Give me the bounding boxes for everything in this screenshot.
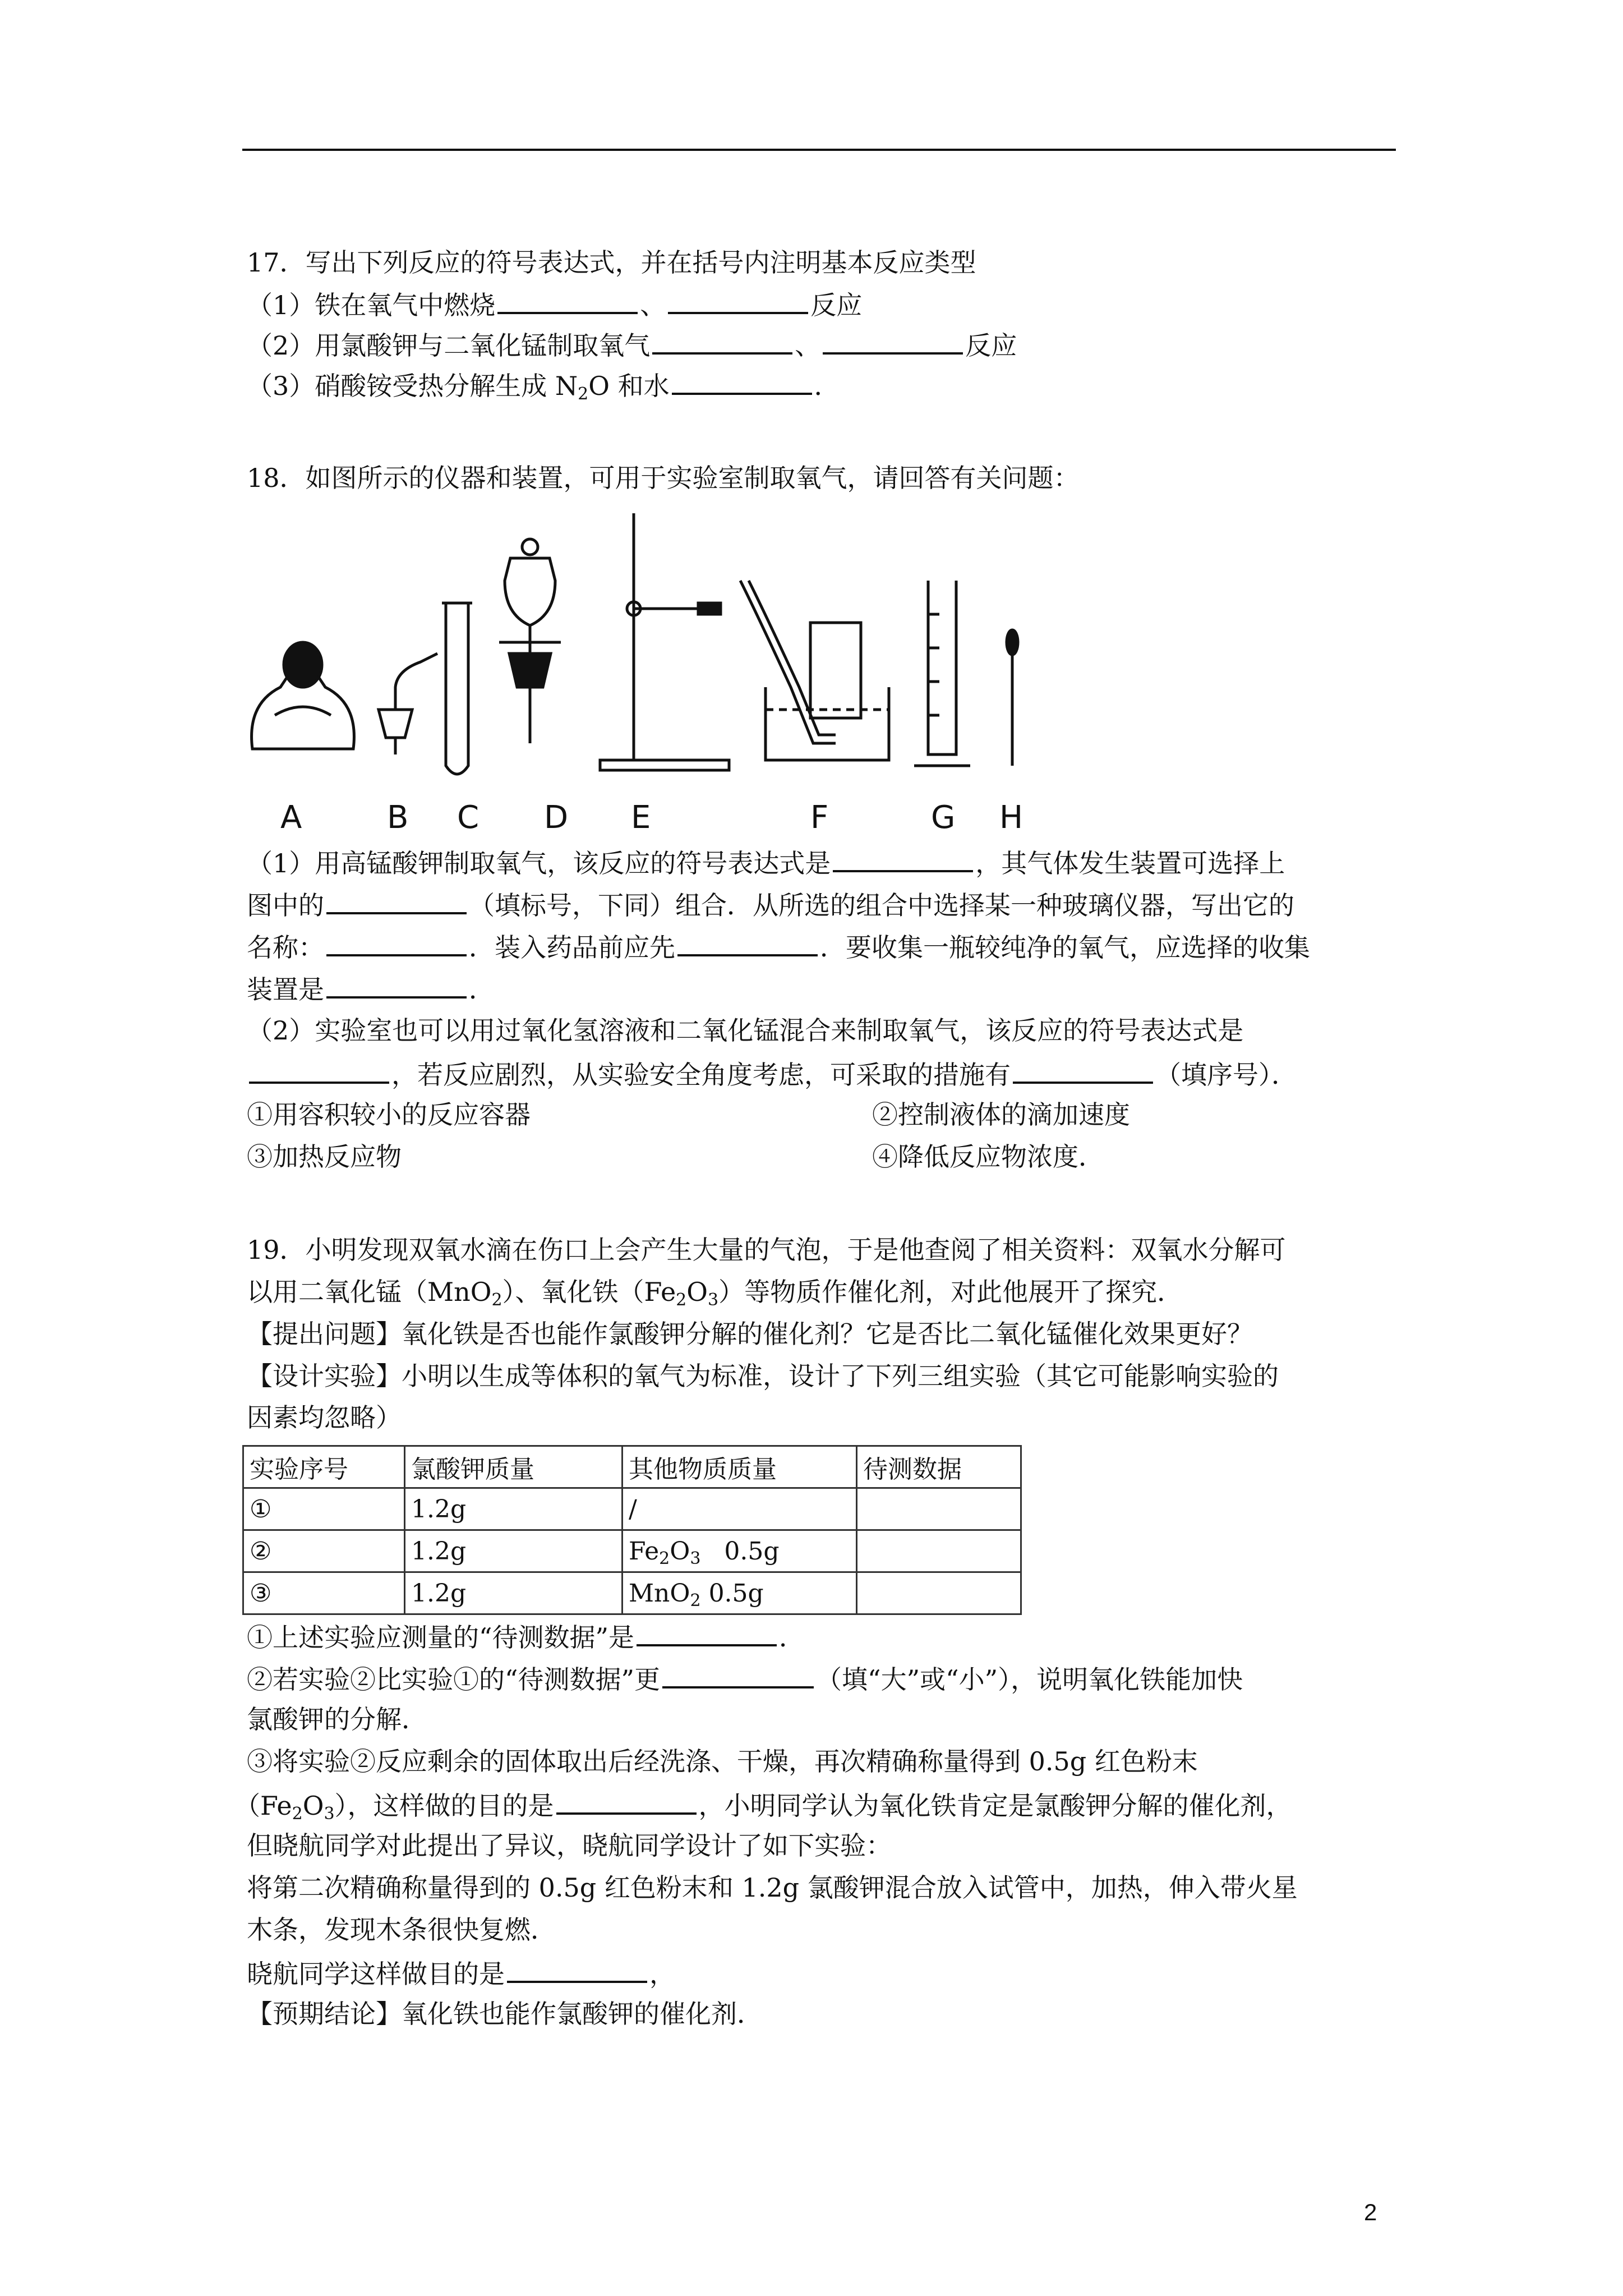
rubber-stopper-tube-icon — [379, 654, 437, 754]
figure-label: C — [457, 799, 479, 836]
q18-p1-line2: 图中的 （填标号，下同）组合．从所选的组合中选择某一种玻璃仪器，写出它的 — [247, 886, 1294, 922]
figure-label: H — [999, 799, 1023, 836]
q19-conclusion: 【预期结论】氧化铁也能作氯酸钾的催化剂． — [247, 1999, 763, 2029]
lab-apparatus-figure — [241, 502, 1038, 794]
q17-line3: （3）硝酸铵受热分解生成 $N_2O$ 和水 ． — [247, 367, 840, 403]
answer-blank[interactable] — [556, 1787, 697, 1815]
answer-blank[interactable] — [677, 928, 818, 956]
q19-a3: ③将实验②反应剩余的固体取出后经洗涤、干燥，再次精确称量得到 0.5g 红色粉末 — [247, 1746, 1198, 1777]
figure-label: B — [387, 799, 409, 836]
dropper-icon — [1007, 630, 1018, 766]
answer-blank[interactable] — [652, 326, 792, 355]
q19-design-2: 因素均忽略） — [247, 1402, 402, 1433]
answer-blank[interactable] — [662, 1660, 814, 1688]
q19-a3-cont: $(Fe_2O_3)$，这样做的目的是 ，小明同学认为氧化铁肯定是氯酸钾分解的催化剂， — [234, 1787, 1292, 1823]
q19-line2: 以用二氧化锰（MnO$_2$）、氧化铁$(Fe_2O_3)$等物质作催化剂，对此他展开了探究． — [247, 1277, 1183, 1310]
answer-blank[interactable] — [637, 1618, 777, 1646]
answer-blank[interactable] — [1013, 1056, 1153, 1084]
q19-a5: 将第二次精确称量得到的 0.5g 红色粉末和 1.2g 氯酸钾混合放入试管中，加热，伸入带火星 — [247, 1872, 1298, 1903]
q18-p1-line3: 名称： ．装入药品前应先 ．要收集一瓶较纯净的氧气，应选择的收集 — [247, 928, 1310, 964]
q19-a4: 但晓航同学对此提出了异议，晓航同学设计了如下实验： — [247, 1830, 892, 1861]
q18-p1-line1: （1）用高锰酸钾制取氧气，该反应的符号表达式是 ，其气体发生装置可选择上 — [247, 844, 1285, 880]
answer-blank[interactable] — [326, 970, 467, 999]
answer-blank[interactable] — [507, 1955, 647, 1983]
q18-p2-line1: （2）实验室也可以用过氧化氢溶液和二氧化锰混合来制取氧气，该反应的符号表达式是 — [247, 1015, 1244, 1046]
figure-label: D — [544, 799, 569, 836]
table-cell[interactable] — [857, 1530, 1021, 1572]
graduated-cylinder-icon — [914, 581, 970, 766]
q19-question: 【提出问题】氧化铁是否也能作氯酸钾分解的催化剂？它是否比二氧化锰催化效果更好？ — [247, 1319, 1253, 1349]
option-2: ②控制液体的滴加速度 — [872, 1099, 1130, 1130]
table-cell: MnO$_2$ 0.5g — [623, 1572, 857, 1614]
table-cell: ① — [243, 1488, 405, 1530]
figure-label: E — [631, 799, 651, 836]
table-row — [243, 1572, 1021, 1614]
answer-blank[interactable] — [249, 1056, 389, 1084]
table-cell[interactable] — [857, 1488, 1021, 1530]
answer-blank[interactable] — [326, 886, 467, 914]
q19-a1: ①上述实验应测量的“待测数据”是 ． — [247, 1618, 805, 1654]
table-header-row — [243, 1446, 1021, 1488]
q19-a6: 木条，发现木条很快复燃． — [247, 1915, 556, 1945]
figure-label: G — [931, 799, 956, 836]
table-cell: / — [623, 1488, 857, 1530]
water-trough-collection-icon — [740, 581, 889, 760]
table-cell: $Fe_2O_3$ 0.5g — [623, 1530, 857, 1572]
q18-title: 18．如图所示的仪器和装置，可用于实验室制取氧气，请回答有关问题： — [247, 463, 1080, 493]
q17-line1: （1）铁在氧气中燃烧 、 反应 — [247, 286, 862, 322]
q17-line2: （2）用氯酸钾与二氧化锰制取氧气 、 反应 — [247, 326, 1017, 362]
answer-blank[interactable] — [668, 286, 808, 314]
q19-line1: 19．小明发现双氧水滴在伤口上会产生大量的气泡，于是他查阅了相关资料：双氧水分解可 — [247, 1235, 1286, 1265]
table-header: 实验序号 — [243, 1446, 405, 1488]
q18-p2-line2: ，若反应剧烈，从实验安全角度考虑，可采取的措施有 （填序号）． — [247, 1056, 1297, 1092]
option-3: ③加热反应物 — [247, 1142, 402, 1172]
iron-stand-icon — [600, 513, 729, 770]
table-cell: 1.2g — [405, 1530, 623, 1572]
figure-label: F — [810, 799, 829, 836]
table-row — [243, 1530, 1021, 1572]
q19-a7: 晓航同学这样做目的是 ， — [247, 1955, 675, 1991]
q18-options-row1 — [247, 1098, 1130, 1131]
table-header: 其他物质质量 — [623, 1446, 857, 1488]
answer-blank[interactable] — [823, 326, 963, 355]
q19-design-1: 【设计实验】小明以生成等体积的氧气为标准，设计了下列三组实验（其它可能影响实验的 — [247, 1361, 1279, 1391]
table-cell: ③ — [243, 1572, 405, 1614]
test-tube-icon — [442, 603, 472, 774]
option-4: ④降低反应物浓度． — [872, 1142, 1104, 1172]
page-number: 2 — [1364, 2199, 1377, 2225]
table-cell: 1.2g — [405, 1488, 623, 1530]
separatory-funnel-icon — [499, 539, 561, 743]
answer-blank[interactable] — [497, 286, 638, 314]
figure-label: A — [280, 799, 302, 836]
table-cell[interactable] — [857, 1572, 1021, 1614]
option-1: ①用容积较小的反应容器 — [247, 1099, 531, 1130]
table-header: 氯酸钾质量 — [405, 1446, 623, 1488]
table-cell: 1.2g — [405, 1572, 623, 1614]
q18-p1-line4: 装置是 ． — [247, 970, 495, 1006]
q17-title: 17．写出下列反应的符号表达式，并在括号内注明基本反应类型 — [247, 247, 976, 278]
answer-blank[interactable] — [672, 367, 812, 395]
q19-a2-cont: 氯酸钾的分解． — [247, 1704, 427, 1734]
table-cell: ② — [243, 1530, 405, 1572]
table-header: 待测数据 — [857, 1446, 1021, 1488]
answer-blank[interactable] — [833, 844, 973, 872]
q19-a2: ②若实验②比实验①的“待测数据”更 （填“大”或“小”），说明氧化铁能加快 — [247, 1660, 1243, 1696]
q18-options-row2 — [247, 1140, 1104, 1174]
alcohol-lamp-icon — [252, 642, 354, 749]
experiment-table — [242, 1445, 1022, 1615]
header-rule — [242, 149, 1396, 151]
table-row — [243, 1488, 1021, 1530]
answer-blank[interactable] — [326, 928, 467, 956]
